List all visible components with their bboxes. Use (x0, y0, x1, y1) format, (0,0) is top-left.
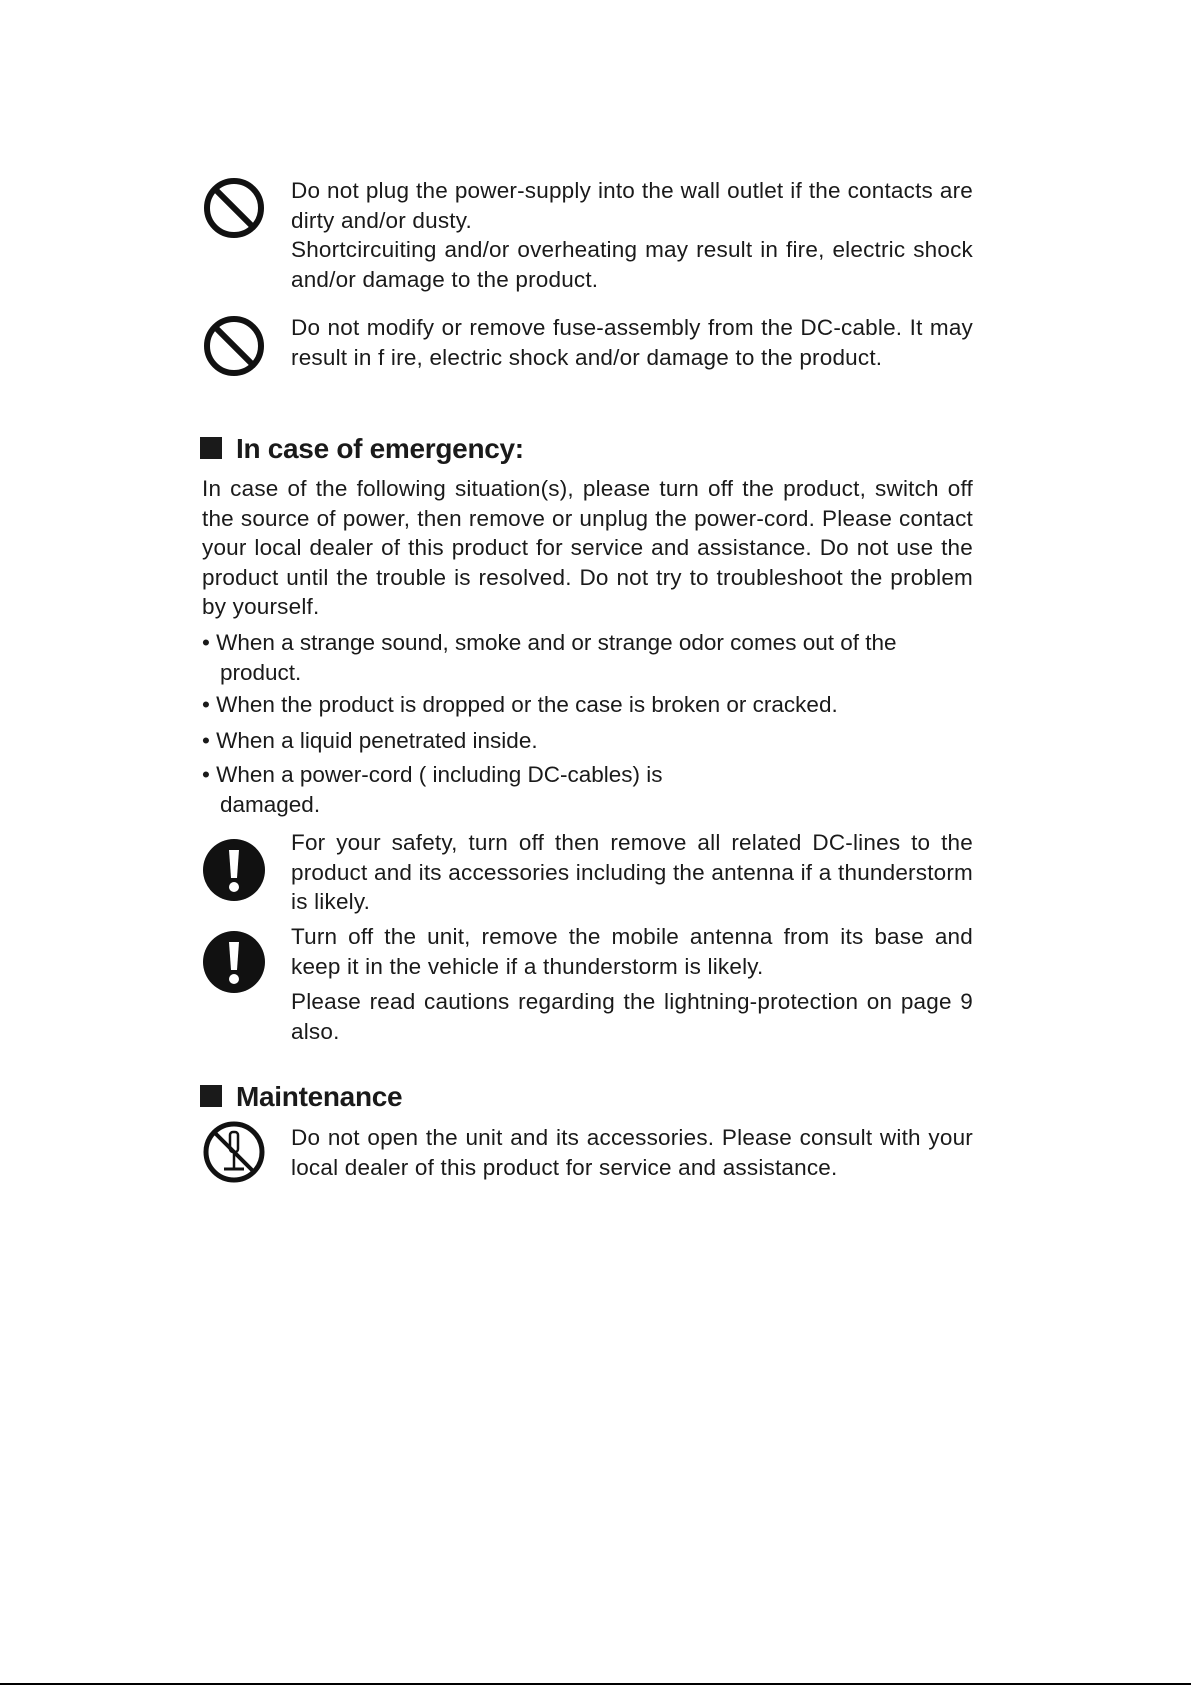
maintenance-heading: Maintenance (200, 1080, 402, 1114)
square-bullet-icon (200, 437, 222, 459)
list-item: • When a power-cord ( including DC-cables) is damaged. (202, 762, 663, 817)
exclamation-icon (202, 930, 266, 994)
warning-fuse-text: Do not modify or remove fuse-assembly from the DC-cable. It may result in f ire, electric shock and/or damage to the product. (291, 315, 973, 370)
warning-plug-text: Do not plug the power-supply into the wall outlet if the contacts are dirty and/or dusty. Shortcircuiting and/or overheating may result in fire, electric shock and/or damage to the product. (291, 178, 973, 292)
maintenance-text: Do not open the unit and its accessories. Please consult with your local dealer of this product for service and assistance. (291, 1125, 973, 1180)
no-disassembly-icon (202, 1120, 266, 1184)
exclamation-icon (202, 838, 266, 902)
prohibition-icon (202, 314, 266, 378)
list-item: • When a strange sound, smoke and or strange odor comes out of the product. (202, 630, 897, 685)
list-item: • When the product is dropped or the case is broken or cracked. (202, 692, 838, 717)
square-bullet-icon (200, 1085, 222, 1107)
emergency-intro: In case of the following situation(s), please turn off the product, switch off the source of power, then remove or unplug the power-cord. Please contact your local dealer of this product for service and assistance. Do not use the product until the trouble is resolved. Do not try to troubleshoot the problem by yourself. (202, 476, 973, 619)
caution-antenna-text: Turn off the unit, remove the mobile antenna from its base and keep it in the vehicle if a thunderstorm is likely. Please read cautions regarding the lightning-protection on page 9 also. (291, 924, 973, 1044)
list-item: • When a liquid penetrated inside. (202, 728, 538, 753)
caution-thunderstorm-text: For your safety, turn off then remove all related DC-lines to the product and its accessories including the antenna if a thunderstorm is likely. (291, 830, 973, 914)
prohibition-icon (202, 176, 266, 240)
emergency-heading: In case of emergency: (200, 432, 524, 466)
